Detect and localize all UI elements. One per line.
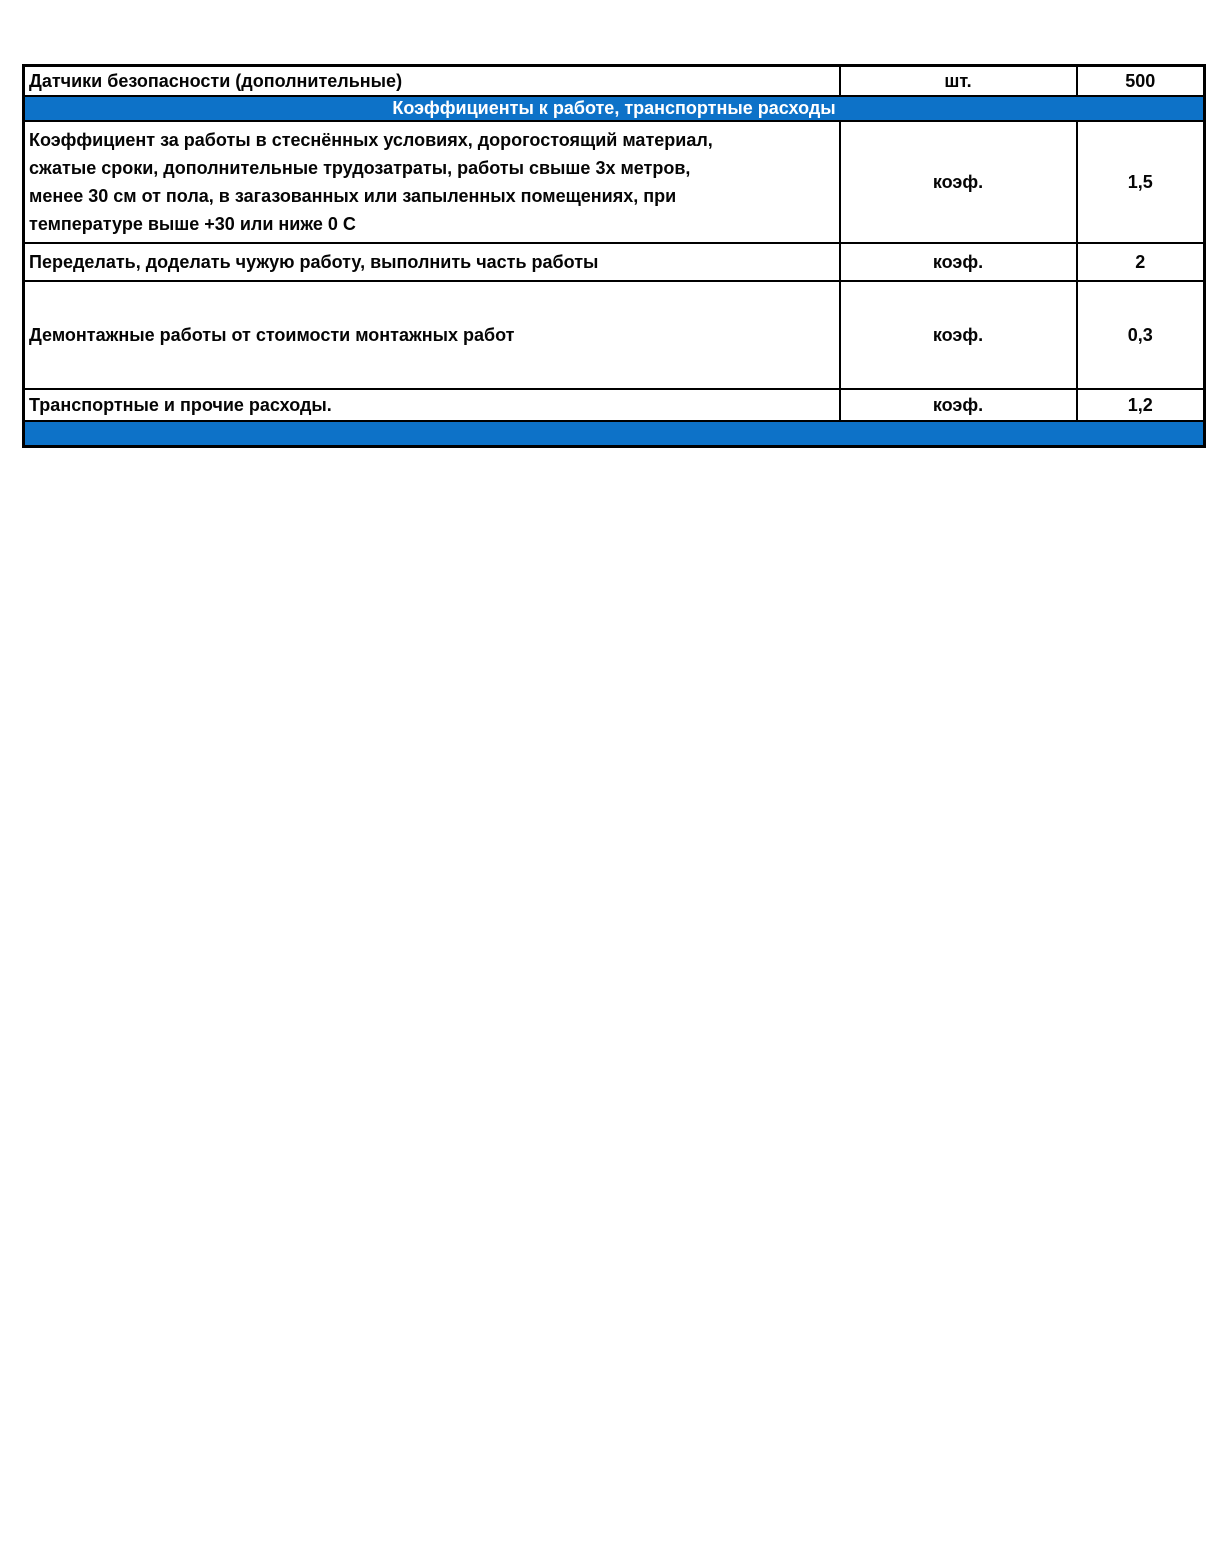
coef-name-cell: Транспортные и прочие расходы.: [24, 389, 840, 421]
coef-value-cell: 1,5: [1077, 121, 1205, 243]
item-value-cell: 500: [1077, 66, 1205, 97]
pricing-table: [22, 64, 1206, 448]
coef-value-cell: 1,2: [1077, 389, 1205, 421]
table-row-coefficient: [24, 121, 1205, 243]
item-name-cell: Датчики безопасности (дополнительные): [24, 66, 840, 97]
table-row-item: [24, 66, 1205, 97]
coef-name-text: Коэффициент за работы в стеснённых условиях, дорогостоящий материал, сжатые сроки, дополнительные трудозатраты, работы свыше 3х метров, менее 30 см от пола, в загазованных или запыленных помещениях, при температуре выше +30 или ниже 0 С: [29, 130, 713, 234]
coef-unit-cell: коэф.: [840, 389, 1077, 421]
coef-name-cell: Демонтажные работы от стоимости монтажных работ: [24, 281, 840, 389]
table-row-coefficient: [24, 281, 1205, 389]
footer-bar-row: [24, 421, 1205, 447]
coef-name-cell: Переделать, доделать чужую работу, выполнить часть работы: [24, 243, 840, 281]
coef-unit-cell: коэф.: [840, 121, 1077, 243]
table-row-coefficient: [24, 389, 1205, 421]
coef-value-cell: 0,3: [1077, 281, 1205, 389]
coef-value-cell: 2: [1077, 243, 1205, 281]
item-unit-cell: шт.: [840, 66, 1077, 97]
coef-unit-cell: коэф.: [840, 243, 1077, 281]
table-row-coefficient: [24, 243, 1205, 281]
coef-name-cell: [24, 121, 840, 243]
footer-bar: [24, 421, 1205, 447]
section-header-row: [24, 96, 1205, 121]
section-header-title: Коэффициенты к работе, транспортные расходы: [24, 96, 1205, 121]
coef-unit-cell: коэф.: [840, 281, 1077, 389]
